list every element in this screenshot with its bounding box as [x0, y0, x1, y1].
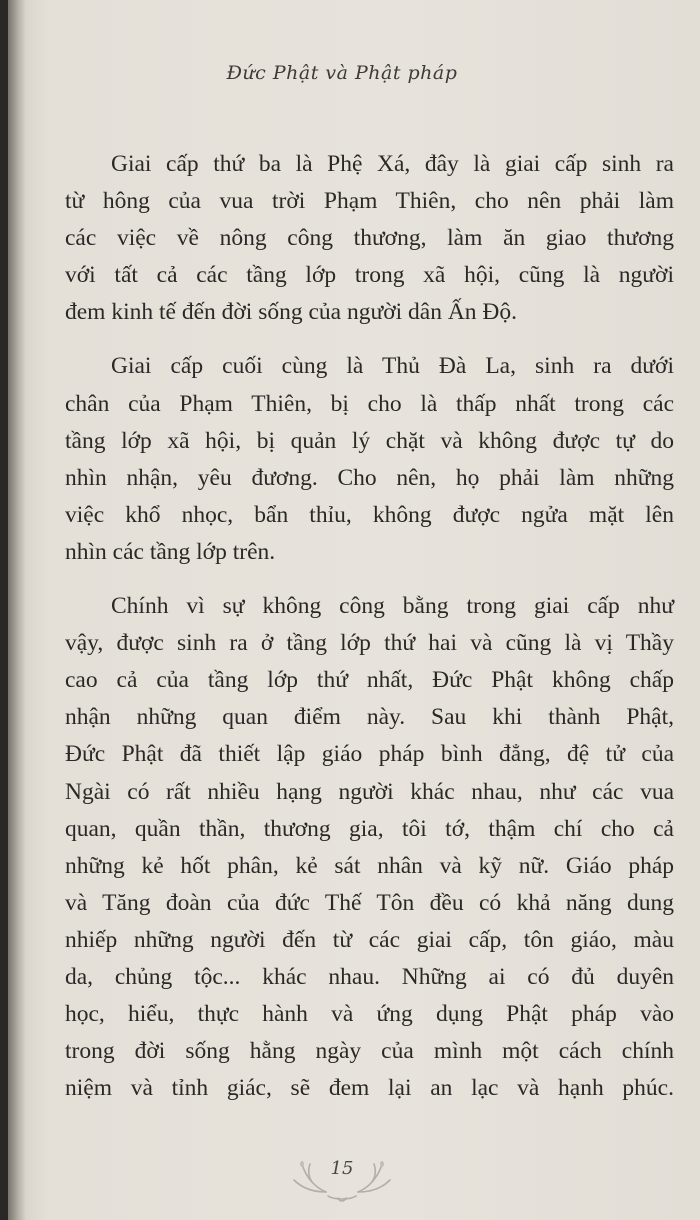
- text-line: nhìn nhận, yêu đương. Cho nên, họ phải làm những: [65, 464, 674, 491]
- text-line: niệm và tỉnh giác, sẽ đem lại an lạc và hạnh phúc.: [65, 1075, 674, 1102]
- text-line: nhìn các tầng lớp trên.: [65, 538, 276, 565]
- text-line: Giai cấp thứ ba là Phệ Xá, đây là giai cấp sinh ra: [111, 151, 674, 177]
- text-line: tầng lớp xã hội, bị quản lý chặt và không được tự do: [65, 427, 674, 454]
- text-line: cao cả của tầng lớp thứ nhất, Đức Phật không chấp: [65, 667, 674, 694]
- text-line: vậy, được sinh ra ở tầng lớp thứ hai và cũng là vị Thầy: [65, 630, 674, 657]
- text-line: Đức Phật đã thiết lập giáo pháp bình đẳng, đệ tử của: [65, 741, 674, 768]
- text-line: trong đời sống hằng ngày của mình một cách chính: [65, 1038, 674, 1065]
- text-line: da, chủng tộc... khác nhau. Những ai có đủ duyên: [65, 963, 674, 990]
- page-footer: [282, 1148, 402, 1204]
- text-line: Giai cấp cuối cùng là Thủ Đà La, sinh ra dưới: [111, 353, 674, 380]
- text-line: từ hông của vua trời Phạm Thiên, cho nên phải làm: [65, 188, 674, 215]
- body-text: [65, 146, 674, 1124]
- paragraph-1: [65, 146, 674, 331]
- text-line: những kẻ hốt phân, kẻ sát nhân và kỹ nữ. Giáo pháp: [65, 852, 674, 879]
- text-line: quan, quần thần, thương gia, tôi tớ, thậm chí cho cả: [65, 815, 674, 842]
- text-line: chân của Phạm Thiên, bị cho là thấp nhất trong các: [65, 390, 674, 417]
- text-line: việc khổ nhọc, bẩn thỉu, không được ngửa mặt lên: [65, 501, 674, 528]
- text-line: Ngài có rất nhiều hạng người khác nhau, như các vua: [65, 778, 674, 805]
- text-line: nhiếp những người đến từ các giai cấp, tôn giáo, màu: [65, 926, 674, 953]
- text-line: với tất cả các tầng lớp trong xã hội, cũng là người: [65, 262, 674, 289]
- text-line: học, hiểu, thực hành và ứng dụng Phật pháp vào: [65, 1001, 674, 1028]
- text-line: các việc về nông công thương, làm ăn giao thương: [65, 225, 674, 252]
- text-line: đem kinh tế đến đời sống của người dân Ấn Độ.: [65, 299, 518, 326]
- page-number: 15: [330, 1158, 354, 1179]
- spine-shadow: [8, 0, 26, 1220]
- text-line: và Tăng đoàn của đức Thế Tôn đều có khả năng dung: [65, 889, 674, 916]
- paragraph-2: [65, 348, 674, 571]
- text-line: nhận những quan điểm này. Sau khi thành Phật,: [65, 704, 674, 731]
- book-page: [8, 0, 700, 1220]
- running-head: Đức Phật và Phật pháp: [226, 62, 458, 84]
- text-line: Chính vì sự không công bằng trong giai cấp như: [111, 593, 674, 620]
- paragraph-3: [65, 588, 674, 1107]
